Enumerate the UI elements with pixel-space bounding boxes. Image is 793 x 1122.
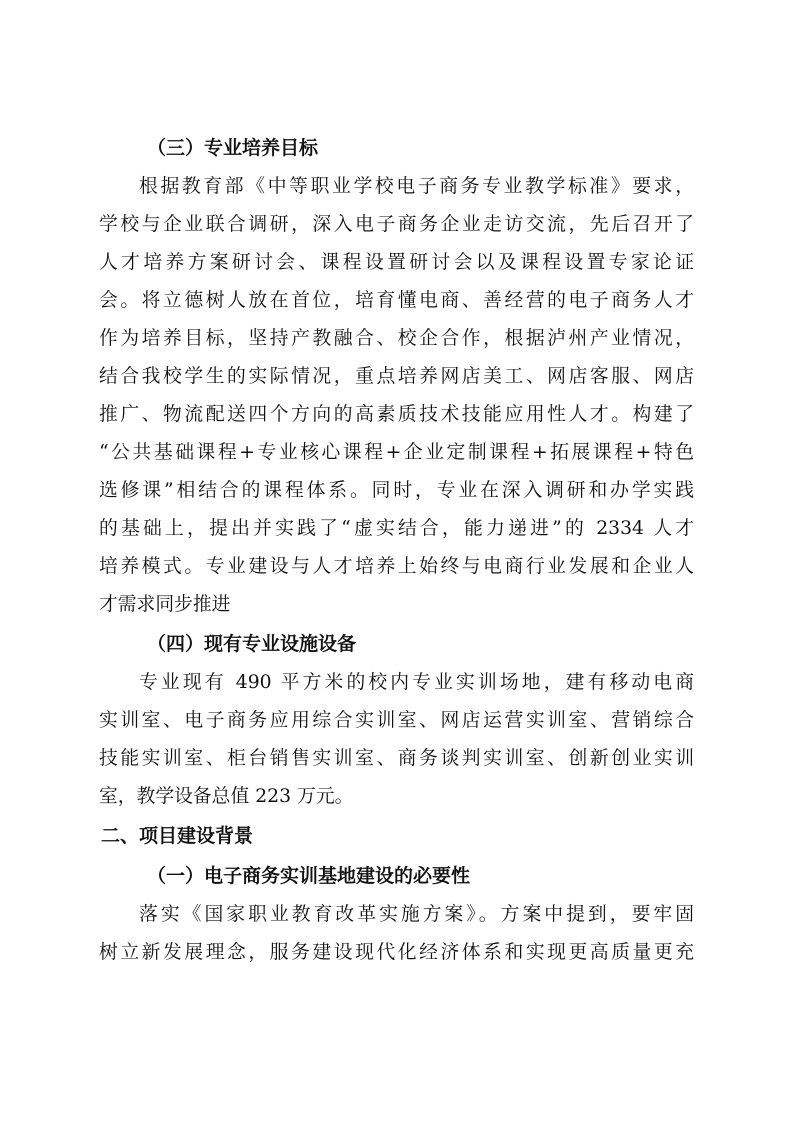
text-line: 根据教育部《中等职业学校电子商务专业教学标准》要求， bbox=[139, 176, 694, 197]
section-heading-facilities: （四）现有专业设施设备 bbox=[147, 633, 357, 655]
text-line: “公共基础课程+专业核心课程+企业定制课程+拓展课程+特色 bbox=[99, 442, 694, 463]
text-line: 推广、物流配送四个方向的高素质技术技能应用性人才。构建了 bbox=[99, 404, 694, 425]
text-line: 人才培养方案研讨会、课程设置研讨会以及课程设置专家论证 bbox=[99, 252, 694, 273]
text-line: 会。将立德树人放在首位，培育懂电商、善经营的电子商务人才 bbox=[99, 290, 694, 311]
text-line: 选修课”相结合的课程体系。同时，专业在深入调研和办学实践 bbox=[99, 480, 694, 501]
document-body bbox=[99, 128, 694, 972]
text-line: 落实《国家职业教育改革实施方案》。方案中提到，要牢固 bbox=[139, 904, 694, 925]
paragraph-necessity bbox=[99, 896, 694, 972]
paragraph-facilities bbox=[99, 664, 694, 816]
text-line: 实训室、电子商务应用综合实训室、网店运营实训室、营销综合 bbox=[99, 710, 694, 731]
text-line: 技能实训室、柜台销售实训室、商务谈判实训室、创新创业实训 bbox=[99, 748, 694, 769]
text-line: 学校与企业联合调研，深入电子商务企业走访交流，先后召开了 bbox=[99, 214, 694, 235]
text-line: 树立新发展理念，服务建设现代化经济体系和实现更高质量更充 bbox=[99, 942, 694, 963]
paragraph-training-goals bbox=[99, 168, 694, 624]
text-line: 的基础上，提出并实践了“虚实结合，能力递进”的 2334 人才 bbox=[99, 518, 694, 539]
text-line: 结合我校学生的实际情况，重点培养网店美工、网店客服、网店 bbox=[99, 366, 694, 387]
text-line: 才需求同步推进 bbox=[99, 594, 231, 615]
text-line: 作为培养目标，坚持产教融合、校企合作，根据泸州产业情况， bbox=[99, 328, 694, 349]
text-line: 培养模式。专业建设与人才培养上始终与电商行业发展和企业人 bbox=[99, 556, 694, 577]
section-heading-training-goals: （三）专业培养目标 bbox=[147, 137, 319, 159]
chapter-heading-project-background: 二、项目建设背景 bbox=[101, 825, 254, 847]
text-line: 专业现有 490 平方米的校内专业实训场地，建有移动电商 bbox=[139, 672, 694, 693]
section-heading-necessity: （一）电子商务实训基地建设的必要性 bbox=[147, 865, 471, 887]
text-line: 室，教学设备总值 223 万元。 bbox=[99, 786, 354, 807]
